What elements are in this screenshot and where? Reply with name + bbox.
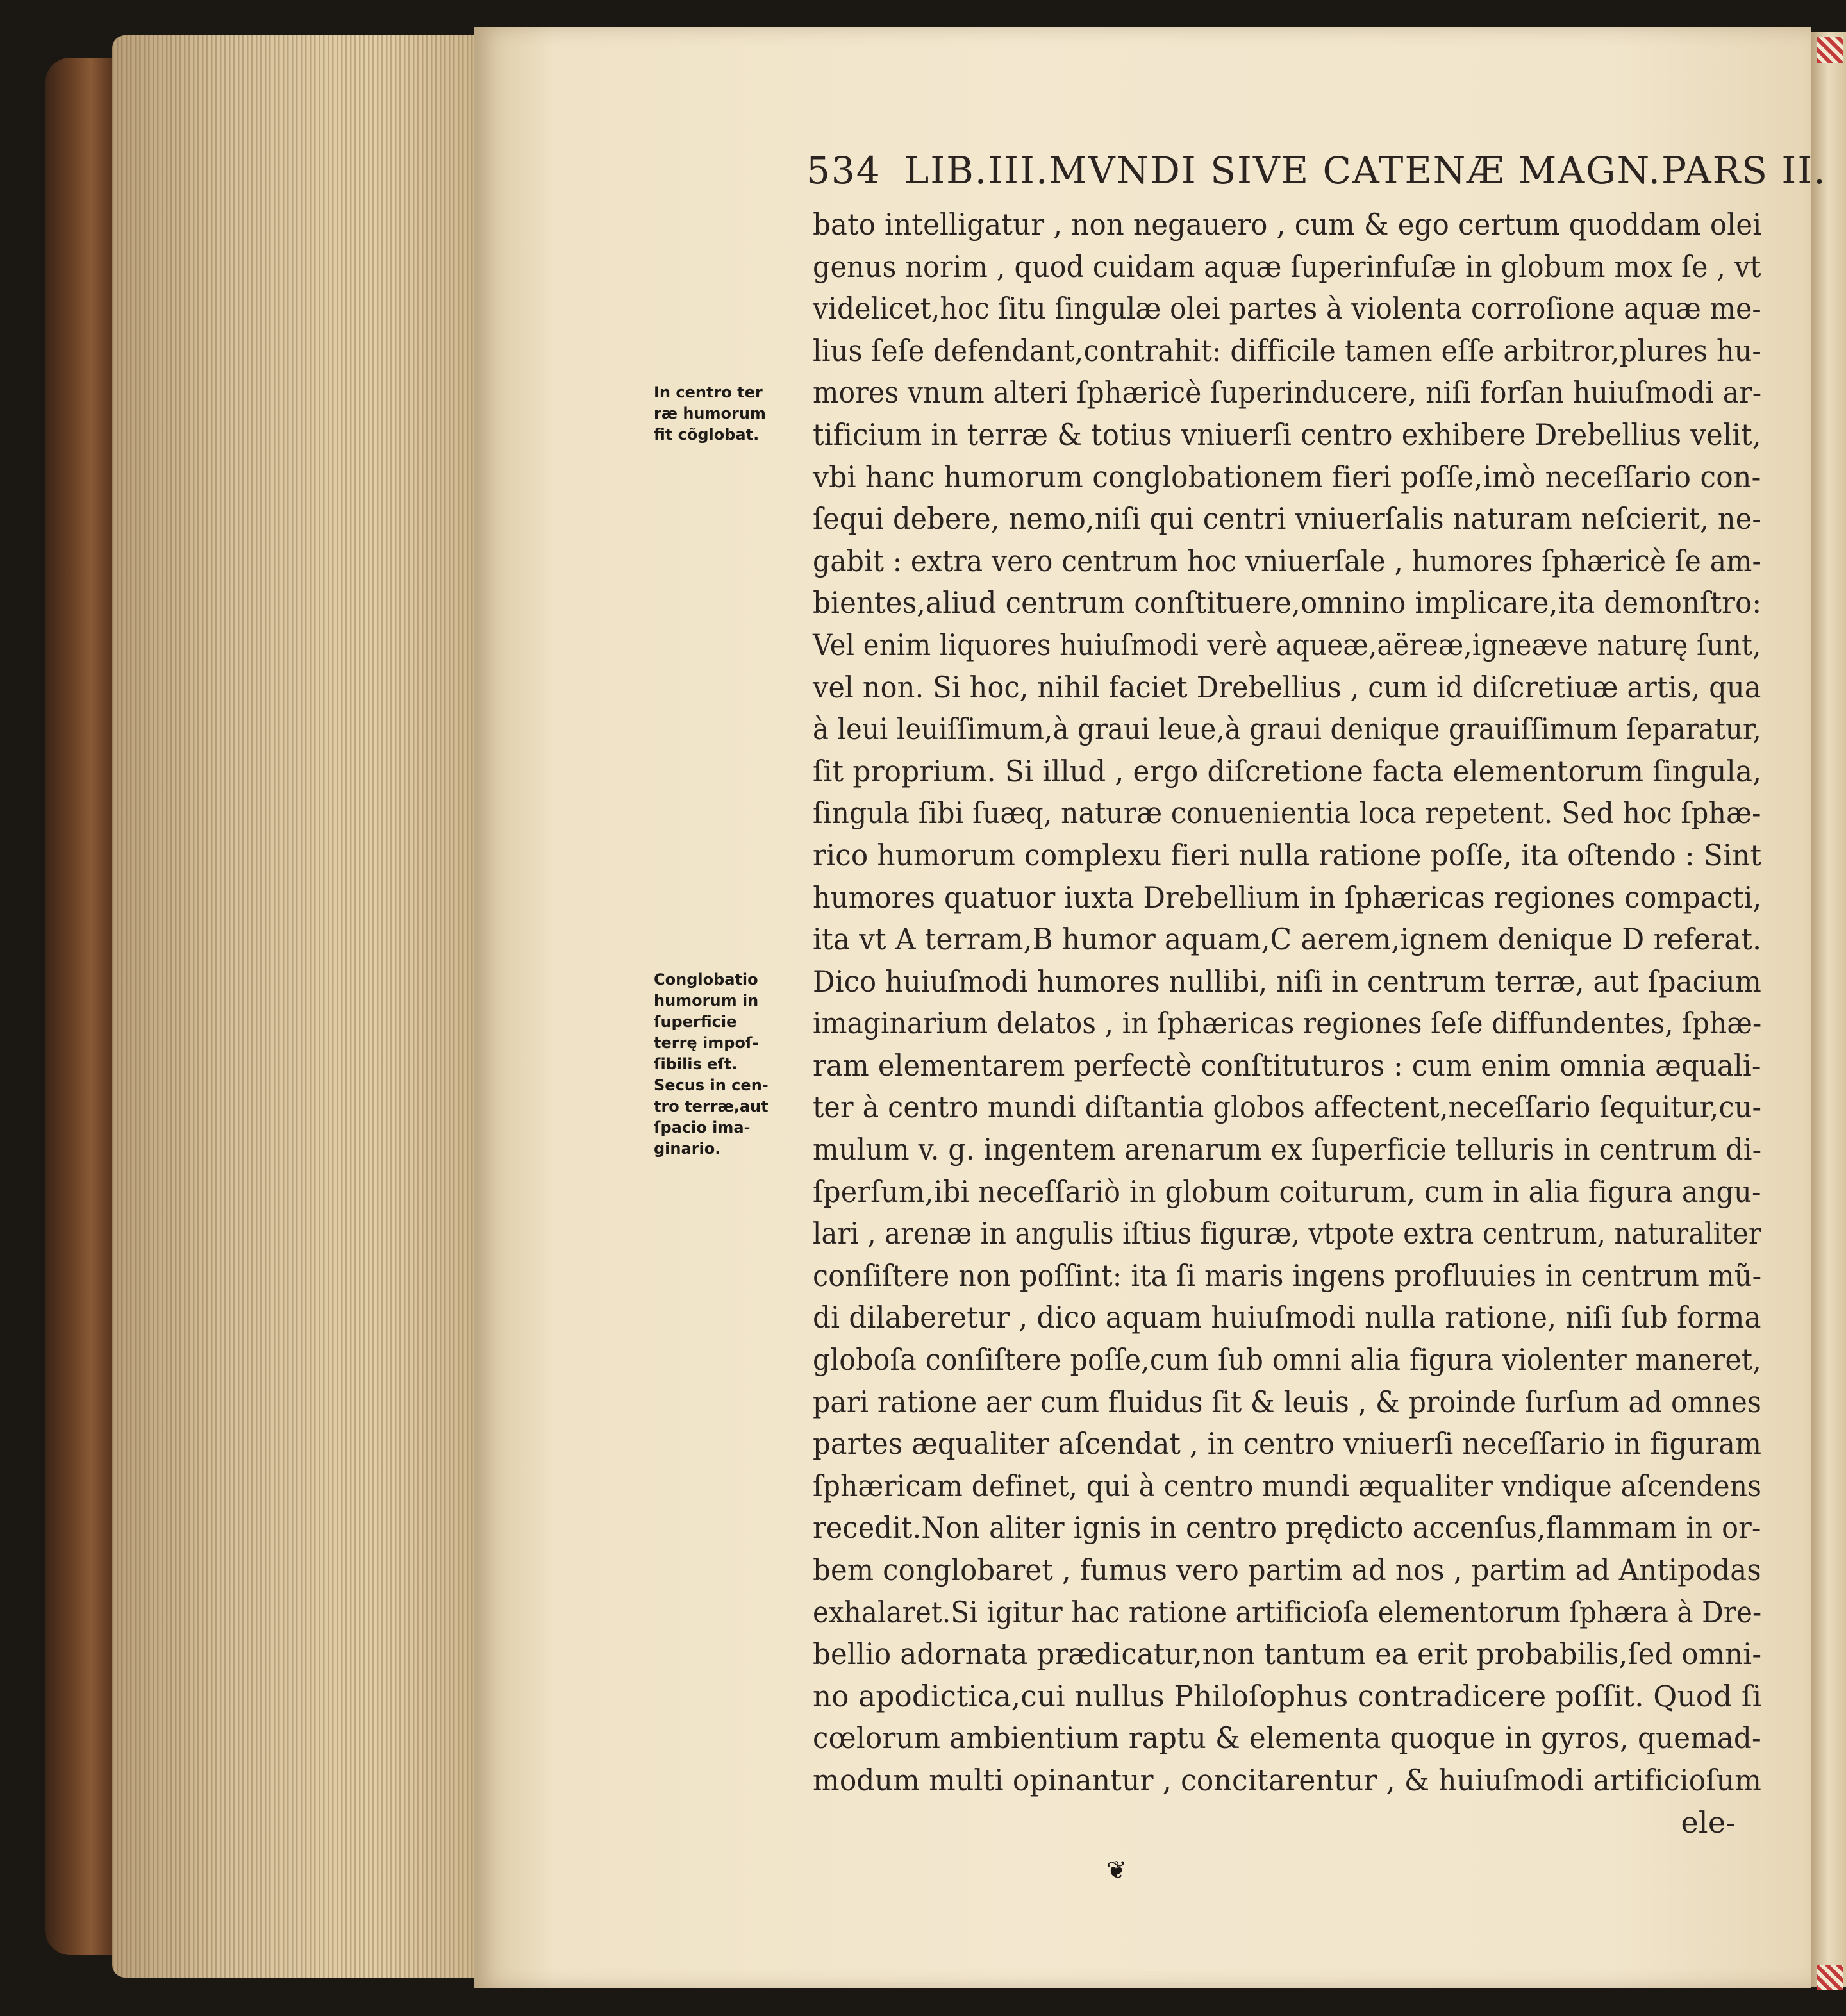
- running-title: LIB.III.MVNDI SIVE CATENÆ MAGN.PARS II.: [904, 149, 1827, 192]
- text-line: rico humorum complexu fieri nulla ratione poſſe, ita oſtendo : Sint: [813, 837, 1762, 872]
- text-line: mulum v. g. ingentem arenarum ex ſuperficie telluris in centrum di-: [813, 1132, 1762, 1167]
- facing-page-edge: [1811, 32, 1846, 1987]
- text-line: lari , arenæ in angulis iſtius figuræ, vtpote extra centrum, naturaliter: [813, 1216, 1761, 1251]
- margin-note-line: ſibilis eſt.: [654, 1055, 738, 1073]
- text-line: vel non. Si hoc, nihil faciet Drebellius , cum id diſcretiuæ artis, qua: [813, 669, 1761, 704]
- text-line: exhalaret.Si igitur hac ratione artificioſa elementorum ſphæra à Dre-: [813, 1594, 1762, 1629]
- text-line: bientes,aliud centrum conſtituere,omnino implicare,ita demonſtro:: [813, 585, 1762, 621]
- margin-note-line: Secus in cen-: [654, 1076, 769, 1094]
- text-line: mores vnum alteri ſphæricè ſuperinducere, niſi forſan huiuſmodi ar-: [813, 375, 1762, 410]
- text-line: globoſa conſiſtere poſſe,cum ſub omni alia figura violenter maneret,: [813, 1342, 1761, 1378]
- text-line: Dico huiuſmodi humores nullibi, niſi in centrum terræ, aut ſpacium: [813, 963, 1761, 999]
- ribbon-marker-top: [1817, 37, 1843, 63]
- ribbon-marker-bottom: [1817, 1965, 1843, 1990]
- text-line: ter à centro mundi diſtantia globos affectent,neceſſario ſequitur,cu-: [813, 1090, 1762, 1125]
- margin-note-line: ræ humorum: [654, 404, 766, 422]
- margin-note-2: [654, 969, 811, 1160]
- margin-note-line: ſpacio ima-: [654, 1119, 751, 1137]
- margin-note-line: fit cõglobat.: [654, 426, 760, 444]
- page-number: 534: [806, 149, 881, 192]
- fleuron-ornament: ❦: [1106, 1856, 1127, 1884]
- margin-note-line: ſuperficie: [654, 1013, 737, 1031]
- text-line: ſingula ſibi ſuæq, naturæ conuenientia loca repetent. Sed hoc ſphæ-: [813, 796, 1761, 831]
- text-line: no apodictica,cui nullus Philoſophus contradicere poſſit. Quod ſi: [813, 1678, 1762, 1713]
- text-line: bem conglobaret , fumus vero partim ad nos , partim ad Antipodas: [813, 1553, 1761, 1587]
- text-line: ele-: [1681, 1804, 1736, 1840]
- body-text: [813, 204, 1768, 1844]
- text-line: videlicet,hoc ſitu ſingulæ olei partes à violenta corroſione aquæ me-: [813, 291, 1761, 326]
- text-line: vbi hanc humorum conglobationem fieri poſſe,imò neceſſario con-: [813, 459, 1761, 494]
- margin-note-line: tro terræ,aut: [654, 1097, 769, 1115]
- text-line: ſphæricam definet, qui à centro mundi æqualiter vndique aſcendens: [813, 1468, 1762, 1503]
- running-header: [806, 149, 1827, 200]
- text-line: genus norim , quod cuidam aquæ ſuperinfuſæ in globum mox ſe , vt: [813, 249, 1761, 284]
- text-line: ſequi debere, nemo,niſi qui centri vniuerſalis naturam neſcierit, ne-: [813, 501, 1762, 537]
- text-line: gabit : extra vero centrum hoc vniuerſale , humores ſphæricè ſe am-: [813, 543, 1762, 578]
- margin-note-line: terrę impoſ-: [654, 1034, 759, 1052]
- text-line: partes æqualiter aſcendat , in centro vniuerſi neceſſario in figuram: [813, 1426, 1762, 1462]
- text-line: ram elementarem perfectè conſtituturos : cum enim omnia æquali-: [813, 1047, 1761, 1083]
- text-line: ſperſum,ibi neceſſariò in globum coiturum, cum in alia figura angu-: [813, 1174, 1761, 1209]
- text-line: lius ſeſe defendant,contrahit: difficile tamen eſſe arbitror,plures hu-: [813, 333, 1762, 368]
- text-line: conſiſtere non poſſint: ita ſi maris ingens profluuies in centrum mũ-: [813, 1258, 1762, 1293]
- text-line: ita vt A terram,B humor aquam,C aerem,ignem denique D referat.: [813, 922, 1762, 957]
- text-line: Vel enim liquores huiuſmodi verè aqueæ,aëreæ,igneæve naturę ſunt,: [813, 627, 1761, 662]
- text-line: di dilaberetur , dico aquam huiuſmodi nulla ratione, niſi ſub forma: [813, 1300, 1761, 1335]
- margin-note-1: [654, 382, 811, 446]
- text-line: cœlorum ambientium raptu & elementa quoque in gyros, quemad-: [813, 1720, 1761, 1756]
- margin-note-line: In centro ter: [654, 383, 763, 401]
- text-line: bellio adornata prædicatur,non tantum ea erit probabilis,ſed omni-: [813, 1637, 1762, 1672]
- text-line: bato intelligatur , non negauero , cum & ego certum quoddam olei: [813, 207, 1762, 242]
- text-line: ſit proprium. Si illud , ergo diſcretione facta elementorum ſingula,: [813, 753, 1762, 788]
- text-line: recedit.Non aliter ignis in centro prędicto accenſus,flammam in or-: [813, 1510, 1761, 1545]
- text-line: modum multi opinantur , concitarentur , & huiuſmodi artificioſum: [813, 1762, 1762, 1797]
- text-line: pari ratione aer cum fluidus ſit & leuis , & proinde ſurſum ad omnes: [813, 1384, 1762, 1419]
- text-line: tificium in terræ & totius vniuerſi centro exhibere Drebellius velit,: [813, 417, 1761, 452]
- text-line: à leui leuiſſimum,à graui leue,à graui denique grauiſſimum ſeparatur,: [813, 712, 1761, 747]
- text-line: humores quatuor iuxta Drebellium in ſphæricas regiones compacti,: [813, 879, 1762, 915]
- margin-note-line: ginario.: [654, 1140, 721, 1158]
- margin-note-line: Conglobatio: [654, 971, 758, 988]
- text-line: imaginarium delatos , in ſphæricas regiones ſeſe diffundentes, ſphæ-: [813, 1006, 1762, 1041]
- margin-note-line: humorum in: [654, 992, 759, 1010]
- page-edges: [112, 35, 484, 1978]
